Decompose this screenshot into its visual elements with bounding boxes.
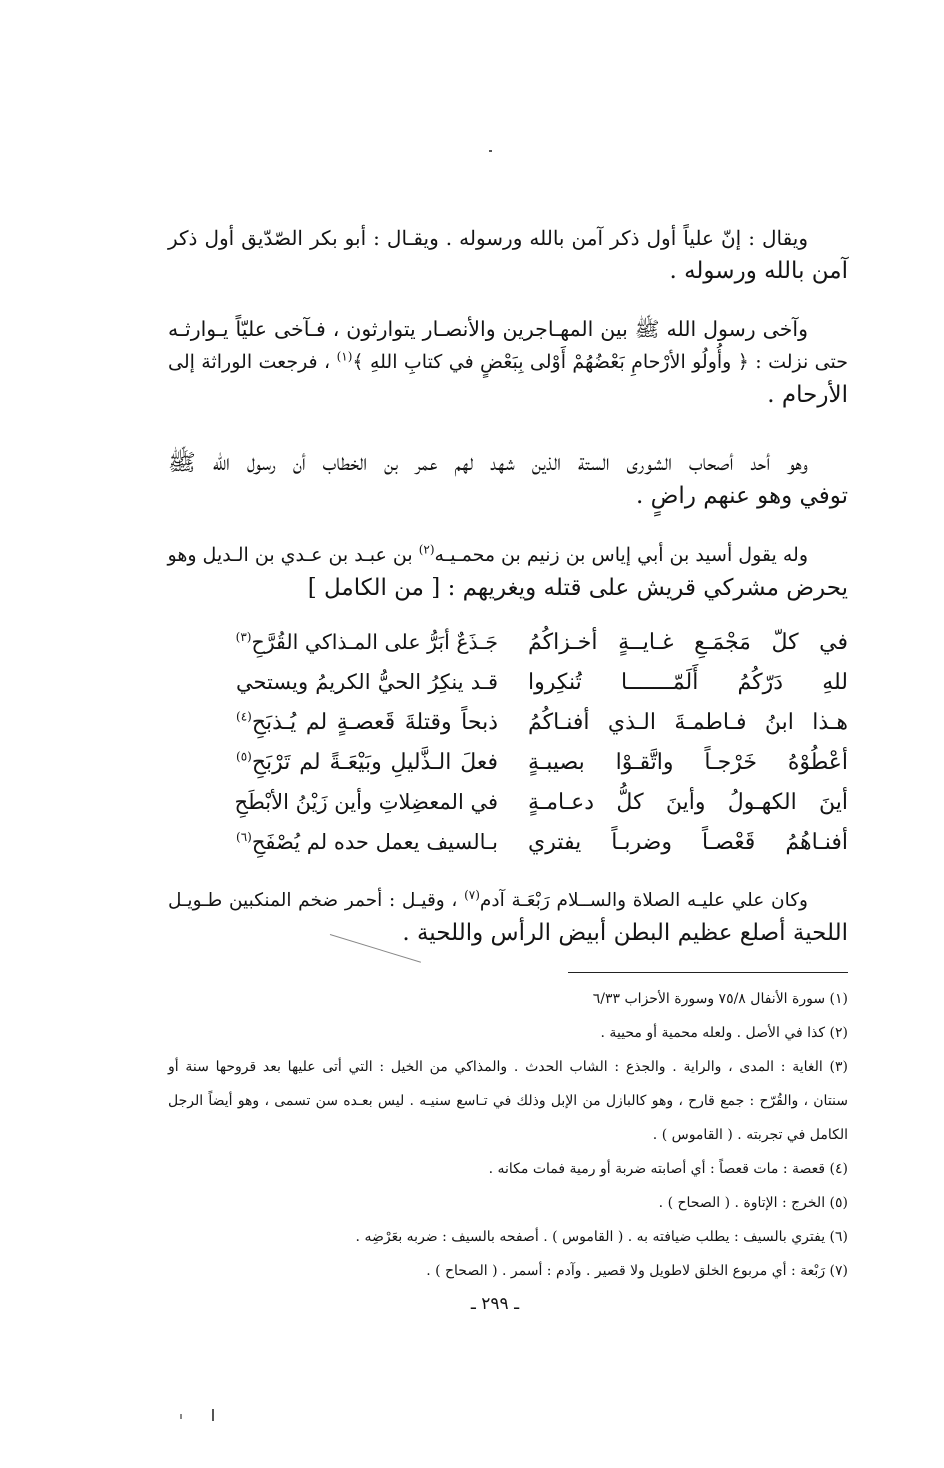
poem: [168, 630, 848, 870]
first-hemistich: في كلّ مَجْمَـعِ غـايــةٍ أخـزاكُمُ: [528, 630, 848, 655]
footnote-ref: (٤): [236, 709, 252, 724]
second-hemistich: [236, 750, 498, 775]
text-line: [168, 346, 848, 379]
text-segment: ، فرجعت الوراثة إلى: [168, 351, 331, 373]
footnote-ref: (٦): [236, 830, 252, 844]
footnote-1: (١) سورة الأنفال ٧٥/٨ وسورة الأحزاب ٦/٣٣: [592, 991, 848, 1007]
footnote-ref: (٣): [235, 630, 252, 645]
footnote-ref: (١): [336, 349, 353, 364]
paragraph-5: [168, 884, 848, 950]
first-hemistich: هـذا ابنُ فـاطمـةَ الـذي أفنـاكُمُ: [528, 710, 848, 735]
second-hemistich: [236, 710, 498, 735]
text-line: وهو أحد أصحاب الشورى الستة الذين شهد لهم عمر بن الخطاب أن رسول الله ﷺ: [168, 450, 808, 476]
first-hemistich: للهِ دَرّكُمُ أَلَمّـــــــا تُنكِروا: [528, 670, 848, 695]
poem-verse: [168, 630, 848, 668]
footnote-4: (٤) قعصة : مات قعصاً : أي أصابته ضربة أو رمية فمات مكانه .: [488, 1161, 848, 1177]
second-hemistich: [236, 670, 498, 694]
scan-speck: [489, 150, 492, 152]
paragraph-3: [168, 447, 848, 513]
poem-verse: [168, 750, 848, 788]
poem-verse: [168, 710, 848, 748]
footnote-5: (٥) الخرج : الإتاوة . ( الصحاح ) .: [658, 1195, 848, 1211]
second-hemistich: [236, 630, 498, 654]
hemistich-text: جَـذَعٌ أبَرُّ على المـذاكي القُرَّحِ: [251, 630, 498, 654]
hemistich-text: بـالسيف يعمل حده لم يُصْفَحِ: [251, 830, 498, 854]
footnote-3-line: الكامل في تجربته . ( القاموس ) .: [652, 1127, 848, 1143]
text-line: يحرض مشركي قريش على قتله ويغريهم : [ من الكامل ]: [307, 575, 848, 601]
second-hemistich: [236, 830, 498, 854]
first-hemistich: أينَ الكهـولُ وأينَ كلُّ دعـامـةٍ: [528, 790, 848, 815]
text-line: ويقال : إنّ علياً أول ذكر آمن بالله ورسوله . ويقـال : أبو بكر الصّدّيق أول ذكر: [168, 226, 808, 250]
footnote-7: (٧) رَبْعة : أي مربوع الخلق لاطويل ولا قصير . وآدم : أسمر . ( الصحاح ) .: [426, 1263, 848, 1279]
scan-speck: [212, 1409, 214, 1421]
footnote-6: (٦) يفتري بالسيف : يطلب ضيافته به . ( القاموس ) . أصفحه بالسيف : ضربه بعَرْضِه .: [355, 1229, 848, 1245]
text-line: [168, 539, 848, 572]
text-line: الأرحام .: [767, 382, 848, 408]
scan-speck: [180, 1414, 182, 1419]
hemistich-text: في المعضِلاتِ وأين زَيْنُ الأبْطَحِ: [234, 790, 498, 814]
text-segment: بن عبـد بن عـدي بن الـديل وهو: [167, 544, 413, 566]
first-hemistich: أعْطُوْهُ خَرْجـاً واتَّقـوْا بصيبـةٍ: [528, 750, 848, 775]
text-segment: وكان علي عليـه الصلاة والســلام رَبْعَـة آدم: [479, 890, 808, 911]
hemistich-text: قـد ينكِرُ الحيُّ الكريمُ ويستحي: [236, 670, 498, 694]
text-line: [168, 884, 848, 917]
text-line: وآخى رسول الله ﷺ بين المهـاجرين والأنصـار يتوارثون ، فـآخى عليّاً يـوارثـه: [168, 317, 808, 341]
text-line: توفي وهو عنهم راضٍ .: [636, 483, 848, 509]
hemistich-text: فعلَ الـذَّليلِ وبَيْعَـةً لم تَرْبَحِ: [251, 750, 498, 775]
paragraph-4: [168, 539, 848, 605]
page-number: ـ ٢٩٩ ـ: [470, 1294, 520, 1314]
footnote-ref: (٢): [418, 542, 435, 557]
footnote-3-line: سنتان ، والقُرّح : جمع قارح ، وهو كالبازل من الإبل وذلك في تـاسع سنيـه . ليس بعـده سن تسمى ، وهو أيضاً الرجل: [168, 1093, 848, 1109]
footnote-3-line: (٣) الغاية : المدى ، والراية . والجذع : الشاب الحدث . والمذاكي من الخيل : التي أتى عليها بعد قروحها سنة أو: [168, 1059, 848, 1075]
second-hemistich: [236, 790, 498, 814]
poem-verse: [168, 670, 848, 708]
paragraph-1: [168, 222, 848, 288]
hemistich-text: ذبحاً وقتلةَ قَعصـةٍ لم يُـذبَحِ: [251, 710, 498, 735]
text-line: اللحية أصلع عظيم البطن أبيض الرأس واللحية .: [402, 920, 848, 946]
poem-verse: [168, 790, 848, 828]
footnote-ref: (٥): [236, 749, 252, 764]
poem-verse: [168, 830, 848, 868]
footnote-separator: [568, 972, 848, 973]
paragraph-2: [168, 313, 848, 412]
text-segment: حتى نزلت : ﴿ وأُولُو الأرْحامِ بَعْضُهُمْ أَوْلى بِبَعْضٍ في كتابِ اللهِ ﴾: [352, 351, 849, 373]
first-hemistich: أفنـاهُمُ قَعْصـاً وضربـاً يفتري: [528, 830, 848, 855]
text-segment: وله يقول أسيد بن أبي إياس بن زنيم بن محمـيـه: [434, 544, 808, 566]
footnote-ref: (٧): [464, 887, 480, 902]
text-line: آمن بالله ورسوله .: [669, 258, 848, 284]
footnote-2: (٢) كذا في الأصل . ولعله محمية أو محيية .: [600, 1025, 848, 1041]
text-segment: ، وقيـل : أحمر ضخم المنكبين طـويـل: [168, 890, 458, 911]
footnotes: [168, 990, 848, 1296]
